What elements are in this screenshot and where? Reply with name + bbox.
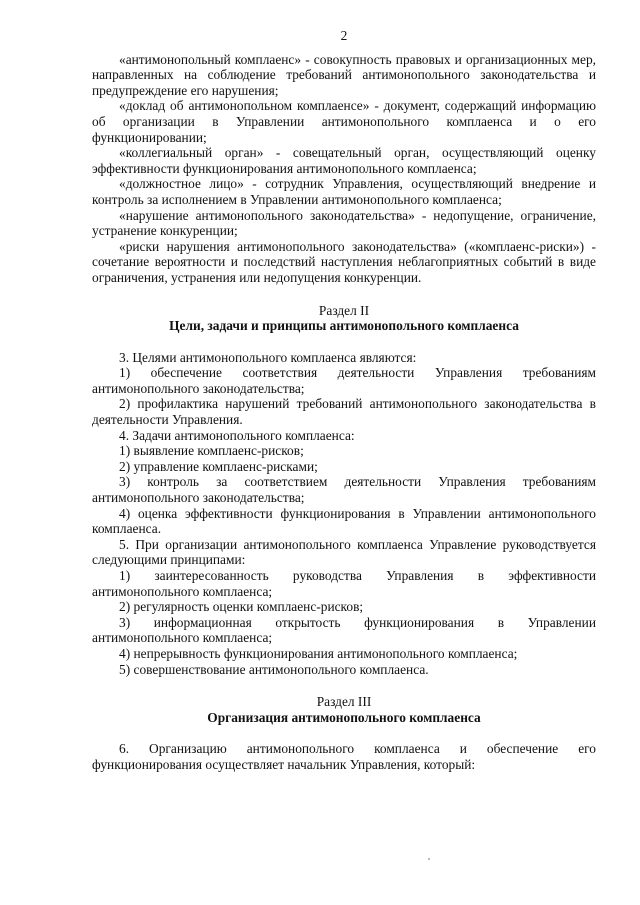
section-2-paragraph: 5. При организации антимонопольного комплаенса Управление руководствуется следующими принципами:	[92, 536, 596, 568]
section-2-paragraph: 1) выявление комплаенс-рисков;	[119, 443, 304, 459]
definition-paragraph: «доклад об антимонопольном комплаенсе» - документ, содержащий информацию об организации в Управлении антимонопольного комплаенса и о его функционировании;	[92, 98, 596, 145]
definition-paragraph: «антимонопольный комплаенс» - совокупность правовых и организационных мер, направленных на соблюдение требований антимонопольного законодательства и предупреждение его нарушения;	[92, 51, 596, 98]
scan-artifact	[428, 858, 430, 860]
section-2-paragraph: 1) заинтересованность руководства Управления в эффективности антимонопольного комплаенса;	[92, 568, 596, 599]
definition-paragraph: «должностное лицо» - сотрудник Управления, осуществляющий внедрение и контроль за исполнением в Управлении антимонопольного комплаенса;	[92, 176, 596, 207]
definition-paragraph: «коллегиальный орган» - совещательный орган, осуществляющий оценку эффективности функционирования антимонопольного комплаенса;	[92, 145, 596, 176]
section-2-title: Цели, задачи и принципы антимонопольного комплаенса	[169, 318, 519, 334]
section-2-label: Раздел II	[318, 302, 370, 318]
definition-paragraph: «риски нарушения антимонопольного законодательства» («комплаенс-риски») - сочетание вероятности и последствий наступления неблагоприятных событий в виде ограничения, устранения или недопущения конкуренции.	[92, 238, 596, 285]
section-2-paragraph: 3. Целями антимонопольного комплаенса являются:	[119, 349, 417, 365]
section-3-label: Раздел III	[316, 694, 372, 710]
section-2-paragraph: 3) информационная открытость функционирования в Управлении антимонопольного комплаенса;	[92, 614, 596, 646]
section-2-paragraph: 1) обеспечение соответствия деятельности Управления требованиям антимонопольного законодательства;	[92, 365, 596, 396]
section-2-paragraph: 5) совершенствование антимонопольного комплаенса.	[119, 661, 429, 677]
section-2-paragraph: 4) оценка эффективности функционирования в Управлении антимонопольного комплаенса.	[92, 505, 596, 537]
section-2-paragraph: 2) управление комплаенс-рисками;	[119, 458, 318, 474]
section-2-paragraph: 4) непрерывность функционирования антимонопольного комплаенса;	[119, 645, 518, 661]
section-2	[92, 303, 596, 678]
section-2-paragraph: 2) профилактика нарушений требований антимонопольного законодательства в деятельности Управления.	[92, 396, 596, 428]
definition-paragraph: «нарушение антимонопольного законодательства» - недопущение, ограничение, устранение конкуренции;	[92, 207, 596, 239]
section-3-title: Организация антимонопольного комплаенса	[207, 709, 481, 725]
section-2-paragraph: 2) регулярность оценки комплаенс-рисков;	[119, 599, 364, 615]
definitions-block	[92, 52, 596, 286]
section-2-paragraph: 4. Задачи антимонопольного комплаенса:	[119, 427, 355, 443]
section-2-paragraph: 3) контроль за соответствием деятельности Управления требованиям антимонопольного законодательства;	[92, 474, 596, 506]
section-3	[92, 694, 596, 772]
document-page	[92, 28, 596, 773]
page-number: 2	[340, 28, 348, 43]
section-3-paragraph: 6. Организацию антимонопольного комплаенса и обеспечение его функционирования осуществляет начальник Управления, который:	[92, 741, 596, 772]
